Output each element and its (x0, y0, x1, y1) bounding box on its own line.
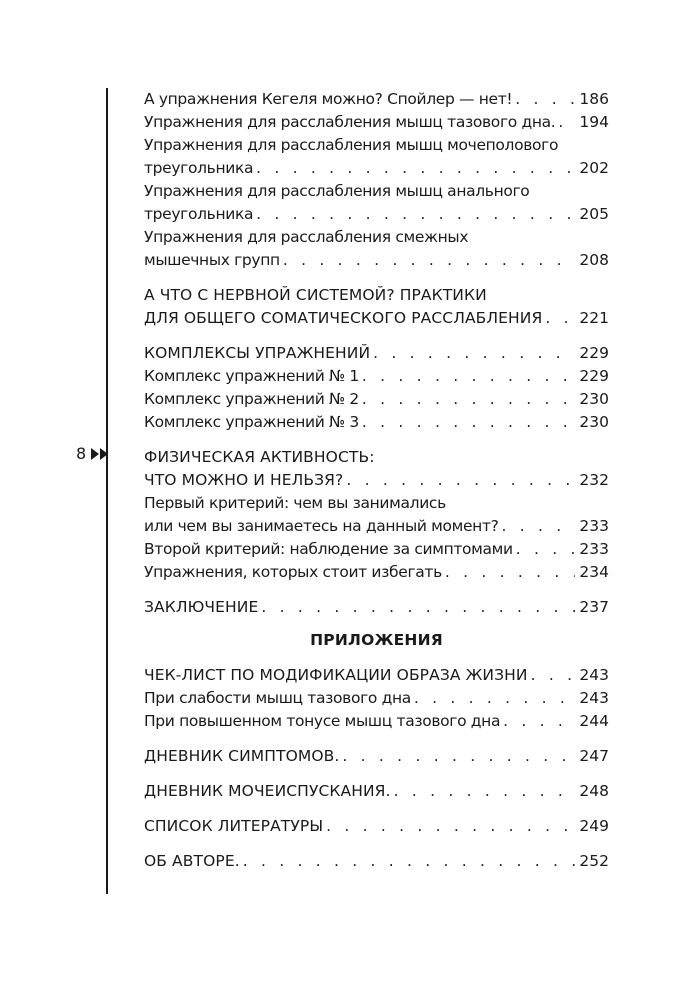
toc-entry-line: Упражнения для расслабления смежных (144, 228, 469, 246)
toc-page: 229 (579, 367, 609, 385)
dot-leader (256, 203, 575, 226)
toc-title: Упражнения, которых стоит избегать (144, 563, 442, 581)
toc-page: 230 (579, 390, 609, 408)
toc-title: ДЛЯ ОБЩЕГО СОМАТИЧЕСКОГО РАССЛАБЛЕНИЯ (144, 309, 543, 327)
toc-title: треугольника (144, 205, 254, 223)
toc-title: треугольника (144, 159, 254, 177)
dot-leader (326, 815, 575, 838)
dot-leader (545, 307, 575, 330)
toc-title: При слабости мышц тазового дна (144, 689, 411, 707)
dot-leader (283, 249, 576, 272)
toc-entry[interactable] (144, 365, 609, 388)
toc-page: 186 (579, 90, 609, 108)
toc-page: 244 (579, 712, 609, 730)
section-heading: ПРИЛОЖЕНИЯ (310, 631, 443, 649)
toc-page: 234 (579, 563, 609, 581)
toc-page: 249 (579, 817, 609, 835)
dot-leader (362, 411, 575, 434)
toc-entry[interactable] (144, 538, 609, 561)
table-of-contents (144, 88, 609, 873)
dot-leader (515, 88, 575, 111)
dot-leader (414, 687, 576, 710)
toc-page: 252 (579, 852, 609, 870)
toc-entry[interactable] (144, 469, 609, 492)
dot-leader (516, 538, 576, 561)
dot-leader (503, 710, 575, 733)
toc-page: 247 (579, 747, 609, 765)
toc-title: А упражнения Кегеля можно? Спойлер — нет! (144, 90, 513, 108)
toc-entry[interactable] (144, 561, 609, 584)
toc-title: Второй критерий: наблюдение за симптомами (144, 540, 513, 558)
toc-title: ЗАКЛЮЧЕНИЕ (144, 598, 259, 616)
toc-page: 205 (579, 205, 609, 223)
toc-entry[interactable] (144, 411, 609, 434)
toc-entry[interactable] (144, 342, 609, 365)
toc-entry[interactable] (144, 780, 609, 803)
toc-entry[interactable] (144, 249, 609, 272)
toc-title: ДНЕВНИК СИМПТОМОВ. (144, 747, 340, 765)
dot-leader (531, 664, 576, 687)
toc-title: мышечных групп (144, 251, 280, 269)
spacer (144, 733, 609, 745)
page-number: 8 (76, 444, 87, 463)
toc-entry-line: Первый критерий: чем вы занимались (144, 494, 446, 512)
toc-entry[interactable] (144, 745, 609, 768)
toc-page: 233 (579, 540, 609, 558)
page-folio (76, 444, 109, 464)
toc-entry-line: ФИЗИЧЕСКАЯ АКТИВНОСТЬ: (144, 448, 375, 466)
toc-page: 232 (579, 471, 609, 489)
dot-leader (243, 850, 576, 873)
spacer (144, 330, 609, 342)
toc-entry[interactable] (144, 111, 609, 134)
toc-title: Упражнения для расслабления мышц тазового дна. (144, 113, 556, 131)
dot-leader (373, 342, 575, 365)
toc-entry-line: Упражнения для расслабления мышц мочеполового (144, 136, 559, 154)
toc-entry[interactable] (144, 710, 609, 733)
toc-entry[interactable] (144, 307, 609, 330)
dot-leader (394, 780, 576, 803)
toc-title: Комплекс упражнений № 2 (144, 390, 359, 408)
dot-leader (346, 469, 575, 492)
spacer (144, 803, 609, 815)
dot-leader (362, 388, 575, 411)
spacer (144, 434, 609, 446)
toc-page: 221 (579, 309, 609, 327)
toc-title: или чем вы занимаетесь на данный момент? (144, 517, 499, 535)
dot-leader (342, 745, 575, 768)
toc-entry[interactable] (144, 687, 609, 710)
spacer (144, 584, 609, 596)
dot-leader (362, 365, 575, 388)
toc-entry[interactable] (144, 815, 609, 838)
double-arrow-icon (91, 448, 109, 460)
margin-rule (106, 88, 108, 894)
toc-entry[interactable] (144, 850, 609, 873)
toc-title: ЧТО МОЖНО И НЕЛЬЗЯ? (144, 471, 344, 489)
dot-leader (445, 561, 576, 584)
toc-entry[interactable] (144, 88, 609, 111)
toc-entry-line: Упражнения для расслабления мышц анального (144, 182, 530, 200)
toc-entry[interactable] (144, 388, 609, 411)
toc-page: 229 (579, 344, 609, 362)
toc-page: 208 (579, 251, 609, 269)
toc-title: ОБ АВТОРЕ. (144, 852, 240, 870)
dot-leader (256, 157, 575, 180)
spacer (144, 838, 609, 850)
toc-entry[interactable] (144, 157, 609, 180)
toc-page: 237 (579, 598, 609, 616)
toc-title: Комплекс упражнений № 1 (144, 367, 359, 385)
toc-title: ЧЕК-ЛИСТ ПО МОДИФИКАЦИИ ОБРАЗА ЖИЗНИ (144, 666, 528, 684)
toc-page: 248 (579, 782, 609, 800)
toc-title: Комплекс упражнений № 3 (144, 413, 359, 431)
spacer (144, 768, 609, 780)
dot-leader (558, 111, 575, 134)
toc-page: 233 (579, 517, 609, 535)
toc-page: 243 (579, 689, 609, 707)
spacer (144, 272, 609, 284)
toc-entry[interactable] (144, 203, 609, 226)
toc-page: 243 (579, 666, 609, 684)
dot-leader (261, 596, 575, 619)
toc-entry[interactable] (144, 596, 609, 619)
toc-title: При повышенном тонусе мышц тазового дна (144, 712, 501, 730)
dot-leader (502, 515, 576, 538)
toc-entry-line: А ЧТО С НЕРВНОЙ СИСТЕМОЙ? ПРАКТИКИ (144, 286, 487, 304)
toc-title: ДНЕВНИК МОЧЕИСПУСКАНИЯ. (144, 782, 391, 800)
toc-title: СПИСОК ЛИТЕРАТУРЫ (144, 817, 324, 835)
toc-page: 230 (579, 413, 609, 431)
toc-page: 202 (579, 159, 609, 177)
toc-title: КОМПЛЕКСЫ УПРАЖНЕНИЙ (144, 344, 371, 362)
toc-entry[interactable] (144, 664, 609, 687)
toc-entry[interactable] (144, 515, 609, 538)
toc-page: 194 (579, 113, 609, 131)
